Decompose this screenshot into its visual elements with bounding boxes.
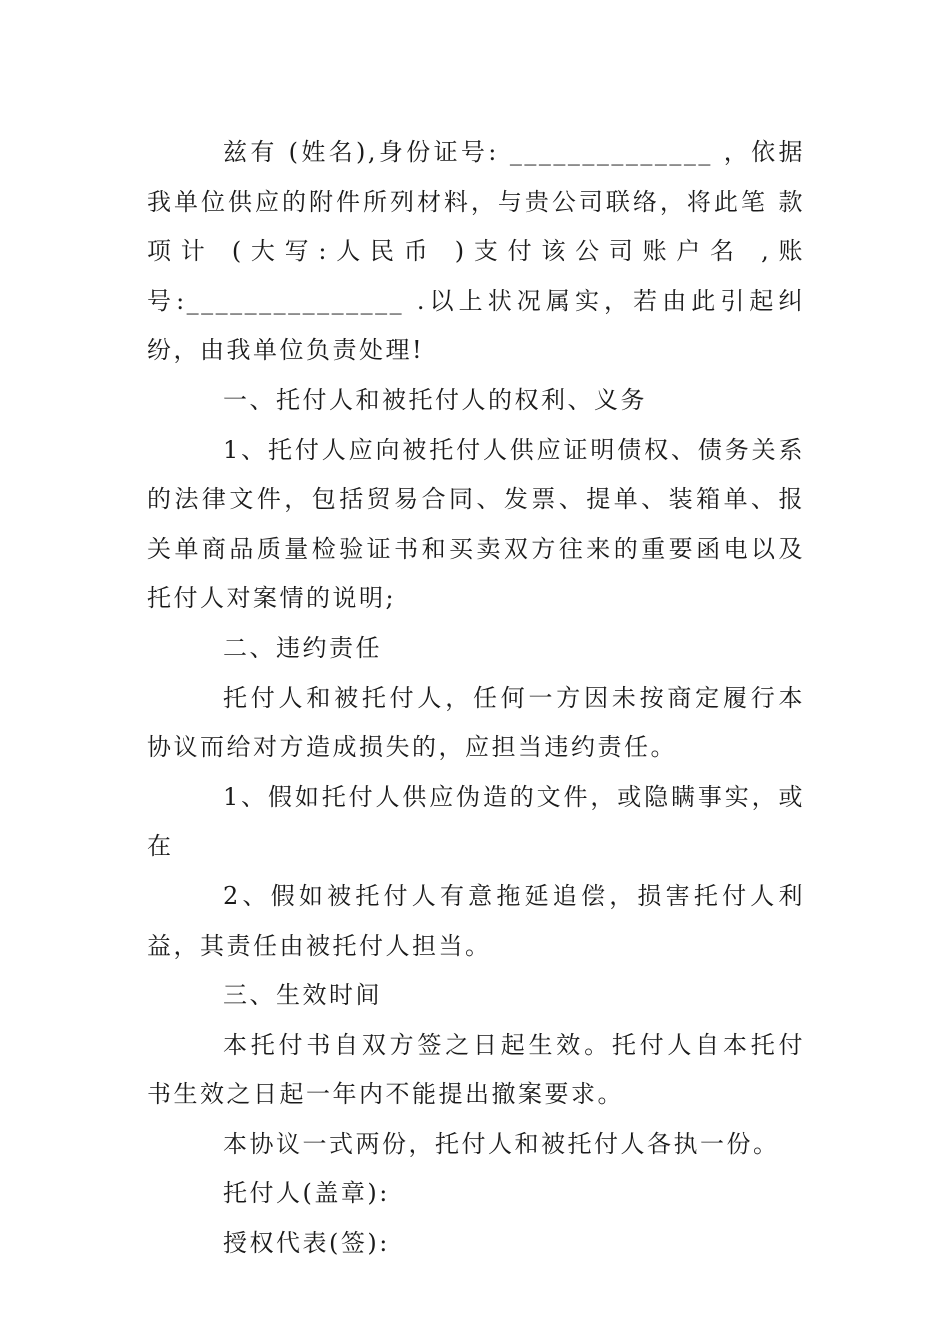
authorized-rep-signature-line: 授权代表(签): xyxy=(223,1229,390,1258)
breach-clause-1: 1、假如托付人供应伪造的文件，或隐瞒事实，或在 xyxy=(147,782,805,861)
breach-clause-2: 2、假如被托付人有意拖延追偿，损害托付人利益，其责任由被托付人担当。 xyxy=(147,881,805,960)
effective-paragraph: 本托付书自双方签之日起生效。托付人自本托付书生效之日起一年内不能提出撤案要求。 xyxy=(147,1030,805,1109)
section-heading-breach: 二、违约责任 xyxy=(223,633,382,662)
document-body xyxy=(147,128,805,1269)
section-heading-rights: 一、托付人和被托付人的权利、义务 xyxy=(223,385,647,414)
principal-seal-line: 托付人(盖章): xyxy=(223,1179,390,1208)
copies-paragraph: 本协议一式两份，托付人和被托付人各执一份。 xyxy=(223,1129,780,1158)
breach-paragraph: 托付人和被托付人，任何一方因未按商定履行本协议而给对方造成损失的，应担当违约责任。 xyxy=(147,683,805,762)
rights-clause-1: 1、托付人应向被托付人供应证明债权、债务关系的法律文件，包括贸易合同、发票、提单、装箱单、报关单商品质量检验证书和买卖双方往来的重要函电以及托付人对案情的说明; xyxy=(147,435,805,613)
intro-paragraph: 兹有 (姓名),身份证号: ______________ ，依据我单位供应的附件所列材料，与贵公司联络，将此笔 款项计 (大写:人民币 )支付该公司账户名 ,账号:_______________ .以上状况属实，若由此引起纠纷，由我单位负责处理! xyxy=(147,138,805,365)
section-heading-effective: 三、生效时间 xyxy=(223,981,382,1010)
